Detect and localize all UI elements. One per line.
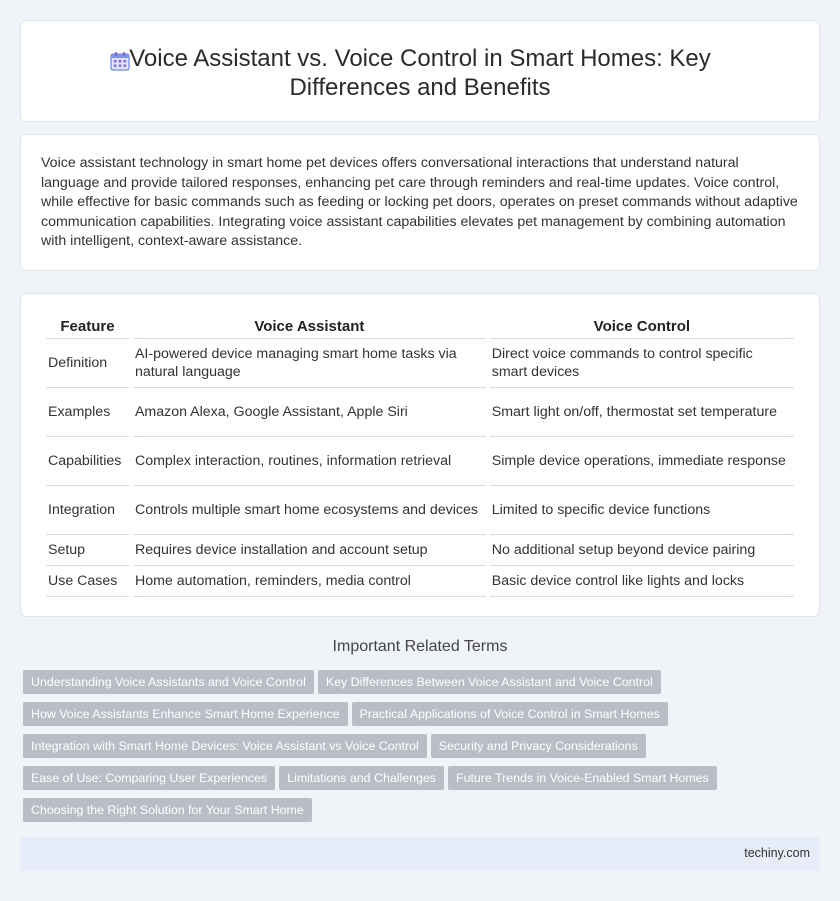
related-term-tag[interactable]: Key Differences Between Voice Assistant and Voice Control — [318, 670, 661, 694]
header-voice-assistant: Voice Assistant — [133, 317, 486, 339]
voice-control-cell: Limited to specific device functions — [490, 486, 794, 535]
feature-cell: Setup — [46, 535, 129, 566]
feature-cell: Capabilities — [46, 437, 129, 486]
header-voice-control: Voice Control — [490, 317, 794, 339]
comparison-card — [20, 293, 820, 617]
comparison-table — [42, 317, 798, 597]
voice-assistant-cell: AI-powered device managing smart home tasks via natural language — [133, 339, 486, 388]
feature-cell: Use Cases — [46, 566, 129, 597]
table-row — [46, 388, 794, 437]
related-term-tag[interactable]: Practical Applications of Voice Control in Smart Homes — [352, 702, 668, 726]
intro-paragraph: Voice assistant technology in smart home pet devices offers conversational interactions that understand natural language and provide tailored responses, enhancing pet care through reminders and real-time updates. Voice control, while effective for basic commands such as feeding or locking pet doors, operates on preset commands without adaptive communication capabilities. Integrating voice assistant capabilities elevates pet management by combining automation with intelligent, context-aware assistance. — [41, 155, 798, 250]
table-row — [46, 339, 794, 388]
related-term-tag[interactable]: How Voice Assistants Enhance Smart Home Experience — [23, 702, 348, 726]
voice-control-cell: Direct voice commands to control specific smart devices — [490, 339, 794, 388]
footer-bar — [20, 837, 820, 871]
header-card — [20, 20, 820, 122]
related-term-tag[interactable]: Security and Privacy Considerations — [431, 734, 646, 758]
feature-cell: Integration — [46, 486, 129, 535]
voice-assistant-cell: Home automation, reminders, media control — [133, 566, 486, 597]
feature-cell: Definition — [46, 339, 129, 388]
title-line-1: Voice Assistant vs. Voice Control in Smart Homes: Key — [129, 45, 711, 72]
voice-control-cell: Smart light on/off, thermostat set temperature — [490, 388, 794, 437]
related-term-tag[interactable]: Understanding Voice Assistants and Voice Control — [23, 670, 314, 694]
related-terms-list — [23, 670, 813, 830]
table-row — [46, 486, 794, 535]
table-row — [46, 566, 794, 597]
voice-control-cell: Basic device control like lights and locks — [490, 566, 794, 597]
table-row — [46, 535, 794, 566]
related-term-tag[interactable]: Limitations and Challenges — [279, 766, 444, 790]
related-term-tag[interactable]: Integration with Smart Home Devices: Voice Assistant vs Voice Control — [23, 734, 427, 758]
voice-control-cell: Simple device operations, immediate response — [490, 437, 794, 486]
title-line-2: Differences and Benefits — [289, 74, 551, 101]
voice-assistant-cell: Amazon Alexa, Google Assistant, Apple Siri — [133, 388, 486, 437]
feature-cell: Examples — [46, 388, 129, 437]
page-title — [21, 44, 819, 102]
voice-assistant-cell: Controls multiple smart home ecosystems and devices — [133, 486, 486, 535]
related-term-tag[interactable]: Ease of Use: Comparing User Experiences — [23, 766, 275, 790]
related-term-tag[interactable]: Choosing the Right Solution for Your Smart Home — [23, 798, 312, 822]
related-term-tag[interactable]: Future Trends in Voice-Enabled Smart Homes — [448, 766, 717, 790]
calendar-icon — [109, 50, 131, 72]
header-feature: Feature — [46, 317, 129, 339]
voice-assistant-cell: Complex interaction, routines, information retrieval — [133, 437, 486, 486]
voice-control-cell: No additional setup beyond device pairing — [490, 535, 794, 566]
table-header-row — [46, 317, 794, 339]
intro-card — [20, 134, 820, 271]
voice-assistant-cell: Requires device installation and account setup — [133, 535, 486, 566]
related-terms-heading: Important Related Terms — [332, 638, 508, 655]
footer-site-link[interactable]: techiny.com — [744, 846, 810, 860]
table-row — [46, 437, 794, 486]
